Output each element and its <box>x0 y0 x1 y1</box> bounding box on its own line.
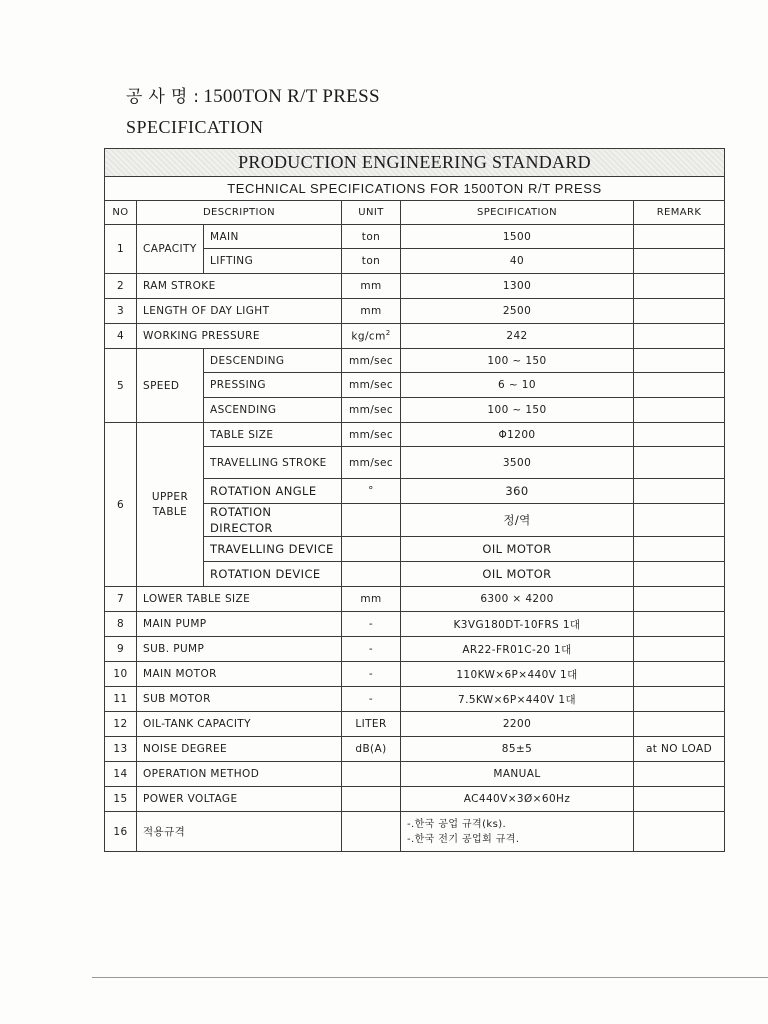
row-no: 13 <box>105 737 137 762</box>
row-unit: dB(A) <box>342 737 401 762</box>
header-no: NO <box>105 201 137 225</box>
table-row <box>105 587 725 612</box>
row-description: SUB. PUMP <box>137 637 342 662</box>
table-banner-row <box>105 149 725 177</box>
row-specification: 100 ~ 150 <box>401 349 634 373</box>
row-specification: 40 <box>401 249 634 274</box>
project-name: 1500TON R/T PRESS <box>203 86 380 107</box>
row-no: 4 <box>105 324 137 349</box>
row-description: DESCENDING <box>204 349 342 373</box>
row-no: 10 <box>105 662 137 687</box>
row-description: ROTATION DIRECTOR <box>204 504 342 537</box>
row-description: ROTATION ANGLE <box>204 479 342 504</box>
row-description: TRAVELLING STROKE <box>204 447 342 479</box>
row-description: TRAVELLING DEVICE <box>204 537 342 562</box>
row-unit: mm/sec <box>342 447 401 479</box>
row-unit: mm <box>342 587 401 612</box>
row-unit: mm <box>342 274 401 299</box>
table-row <box>105 225 725 249</box>
row-no: 14 <box>105 762 137 787</box>
row-unit <box>342 324 401 349</box>
table-row <box>105 712 725 737</box>
row-description: ASCENDING <box>204 398 342 423</box>
row-specification: 2500 <box>401 299 634 324</box>
row-no: 8 <box>105 612 137 637</box>
row-remark <box>634 274 725 299</box>
row-remark <box>634 398 725 423</box>
row-description: TABLE SIZE <box>204 423 342 447</box>
row-remark <box>634 373 725 398</box>
row-remark <box>634 812 725 852</box>
row-no: 15 <box>105 787 137 812</box>
row-remark <box>634 479 725 504</box>
row-remark <box>634 447 725 479</box>
row-no: 9 <box>105 637 137 662</box>
row-remark <box>634 299 725 324</box>
row-description: LIFTING <box>204 249 342 274</box>
row-no: 6 <box>105 423 137 587</box>
specification-heading: SPECIFICATION <box>126 117 264 137</box>
row-group: SPEED <box>137 349 204 423</box>
row-unit: ton <box>342 225 401 249</box>
unit-base: kg/cm <box>351 330 386 343</box>
row-description: MAIN <box>204 225 342 249</box>
row-description: NOISE DEGREE <box>137 737 342 762</box>
row-unit: mm/sec <box>342 423 401 447</box>
row-specification: 정/역 <box>401 504 634 537</box>
table-row <box>105 662 725 687</box>
row-remark <box>634 762 725 787</box>
header-description: DESCRIPTION <box>137 201 342 225</box>
row-description: RAM STROKE <box>137 274 342 299</box>
row-group: UPPER TABLE <box>137 423 204 587</box>
row-remark <box>634 687 725 712</box>
header-unit: UNIT <box>342 201 401 225</box>
row-no: 12 <box>105 712 137 737</box>
row-remark <box>634 562 725 587</box>
row-unit: mm/sec <box>342 349 401 373</box>
table-banner: PRODUCTION ENGINEERING STANDARD <box>105 149 725 177</box>
table-row <box>105 299 725 324</box>
row-specification: OIL MOTOR <box>401 562 634 587</box>
row-remark <box>634 225 725 249</box>
table-row <box>105 637 725 662</box>
row-no: 3 <box>105 299 137 324</box>
row-specification: K3VG180DT-10FRS 1대 <box>401 612 634 637</box>
row-specification: AC440V×3Ø×60Hz <box>401 787 634 812</box>
row-remark <box>634 249 725 274</box>
header-specification: SPECIFICATION <box>401 201 634 225</box>
row-description: MAIN MOTOR <box>137 662 342 687</box>
row-remark: at NO LOAD <box>634 737 725 762</box>
row-description: ROTATION DEVICE <box>204 562 342 587</box>
table-row <box>105 762 725 787</box>
row-unit <box>342 762 401 787</box>
row-unit: - <box>342 612 401 637</box>
row-remark <box>634 612 725 637</box>
row-remark <box>634 712 725 737</box>
table-row <box>105 612 725 637</box>
row-description: WORKING PRESSURE <box>137 324 342 349</box>
row-description: OPERATION METHOD <box>137 762 342 787</box>
row-specification <box>401 812 634 852</box>
table-row <box>105 324 725 349</box>
table-row <box>105 274 725 299</box>
row-specification: MANUAL <box>401 762 634 787</box>
row-specification: OIL MOTOR <box>401 537 634 562</box>
table-row <box>105 812 725 852</box>
row-specification: 1300 <box>401 274 634 299</box>
unit-exponent: 2 <box>385 329 391 338</box>
row-description: OIL-TANK CAPACITY <box>137 712 342 737</box>
row-remark <box>634 504 725 537</box>
table-subtitle-row <box>105 177 725 201</box>
row-remark <box>634 537 725 562</box>
table-row <box>105 349 725 373</box>
row-remark <box>634 787 725 812</box>
row-specification: Φ1200 <box>401 423 634 447</box>
row-specification: 3500 <box>401 447 634 479</box>
row-specification: AR22-FR01C-20 1대 <box>401 637 634 662</box>
row-remark <box>634 349 725 373</box>
row-unit: mm/sec <box>342 373 401 398</box>
row-no: 7 <box>105 587 137 612</box>
row-specification: 110KW×6P×440V 1대 <box>401 662 634 687</box>
page-title <box>126 82 380 108</box>
header-remark: REMARK <box>634 201 725 225</box>
row-unit: - <box>342 687 401 712</box>
row-unit <box>342 537 401 562</box>
row-specification: 2200 <box>401 712 634 737</box>
row-remark <box>634 324 725 349</box>
table-row <box>105 687 725 712</box>
row-group: CAPACITY <box>137 225 204 274</box>
row-description: LENGTH OF DAY LIGHT <box>137 299 342 324</box>
row-unit <box>342 504 401 537</box>
table-row <box>105 423 725 447</box>
row-specification: 6300 × 4200 <box>401 587 634 612</box>
row-description: SUB MOTOR <box>137 687 342 712</box>
row-unit <box>342 812 401 852</box>
row-unit: - <box>342 637 401 662</box>
row-unit: - <box>342 662 401 687</box>
row-no: 2 <box>105 274 137 299</box>
row-no: 5 <box>105 349 137 423</box>
row-description: LOWER TABLE SIZE <box>137 587 342 612</box>
table-row <box>105 787 725 812</box>
row-specification: 6 ~ 10 <box>401 373 634 398</box>
table-subtitle: TECHNICAL SPECIFICATIONS FOR 1500TON R/T PRESS <box>105 177 725 201</box>
row-unit: LITER <box>342 712 401 737</box>
row-remark <box>634 423 725 447</box>
spec-table <box>104 148 725 852</box>
row-description: PRESSING <box>204 373 342 398</box>
standard-line-1: -.한국 공업 규격(ks). <box>407 818 507 830</box>
page-bottom-rule <box>92 977 768 978</box>
row-remark <box>634 662 725 687</box>
row-unit: ton <box>342 249 401 274</box>
row-specification: 85±5 <box>401 737 634 762</box>
table-header-row <box>105 201 725 225</box>
row-unit <box>342 562 401 587</box>
row-unit: ° <box>342 479 401 504</box>
row-specification: 7.5KW×6P×440V 1대 <box>401 687 634 712</box>
table-row <box>105 737 725 762</box>
row-description: POWER VOLTAGE <box>137 787 342 812</box>
row-no: 11 <box>105 687 137 712</box>
row-description: MAIN PUMP <box>137 612 342 637</box>
row-no: 16 <box>105 812 137 852</box>
row-specification: 1500 <box>401 225 634 249</box>
row-description: 적용규격 <box>137 812 342 852</box>
row-specification: 242 <box>401 324 634 349</box>
row-remark <box>634 587 725 612</box>
row-unit: mm <box>342 299 401 324</box>
standard-line-2: -.한국 전기 공업회 규격. <box>407 833 520 845</box>
row-remark <box>634 637 725 662</box>
row-unit <box>342 787 401 812</box>
project-label: 공 사 명 : <box>126 87 200 107</box>
row-no: 1 <box>105 225 137 274</box>
row-unit: mm/sec <box>342 398 401 423</box>
row-specification: 100 ~ 150 <box>401 398 634 423</box>
row-specification: 360 <box>401 479 634 504</box>
